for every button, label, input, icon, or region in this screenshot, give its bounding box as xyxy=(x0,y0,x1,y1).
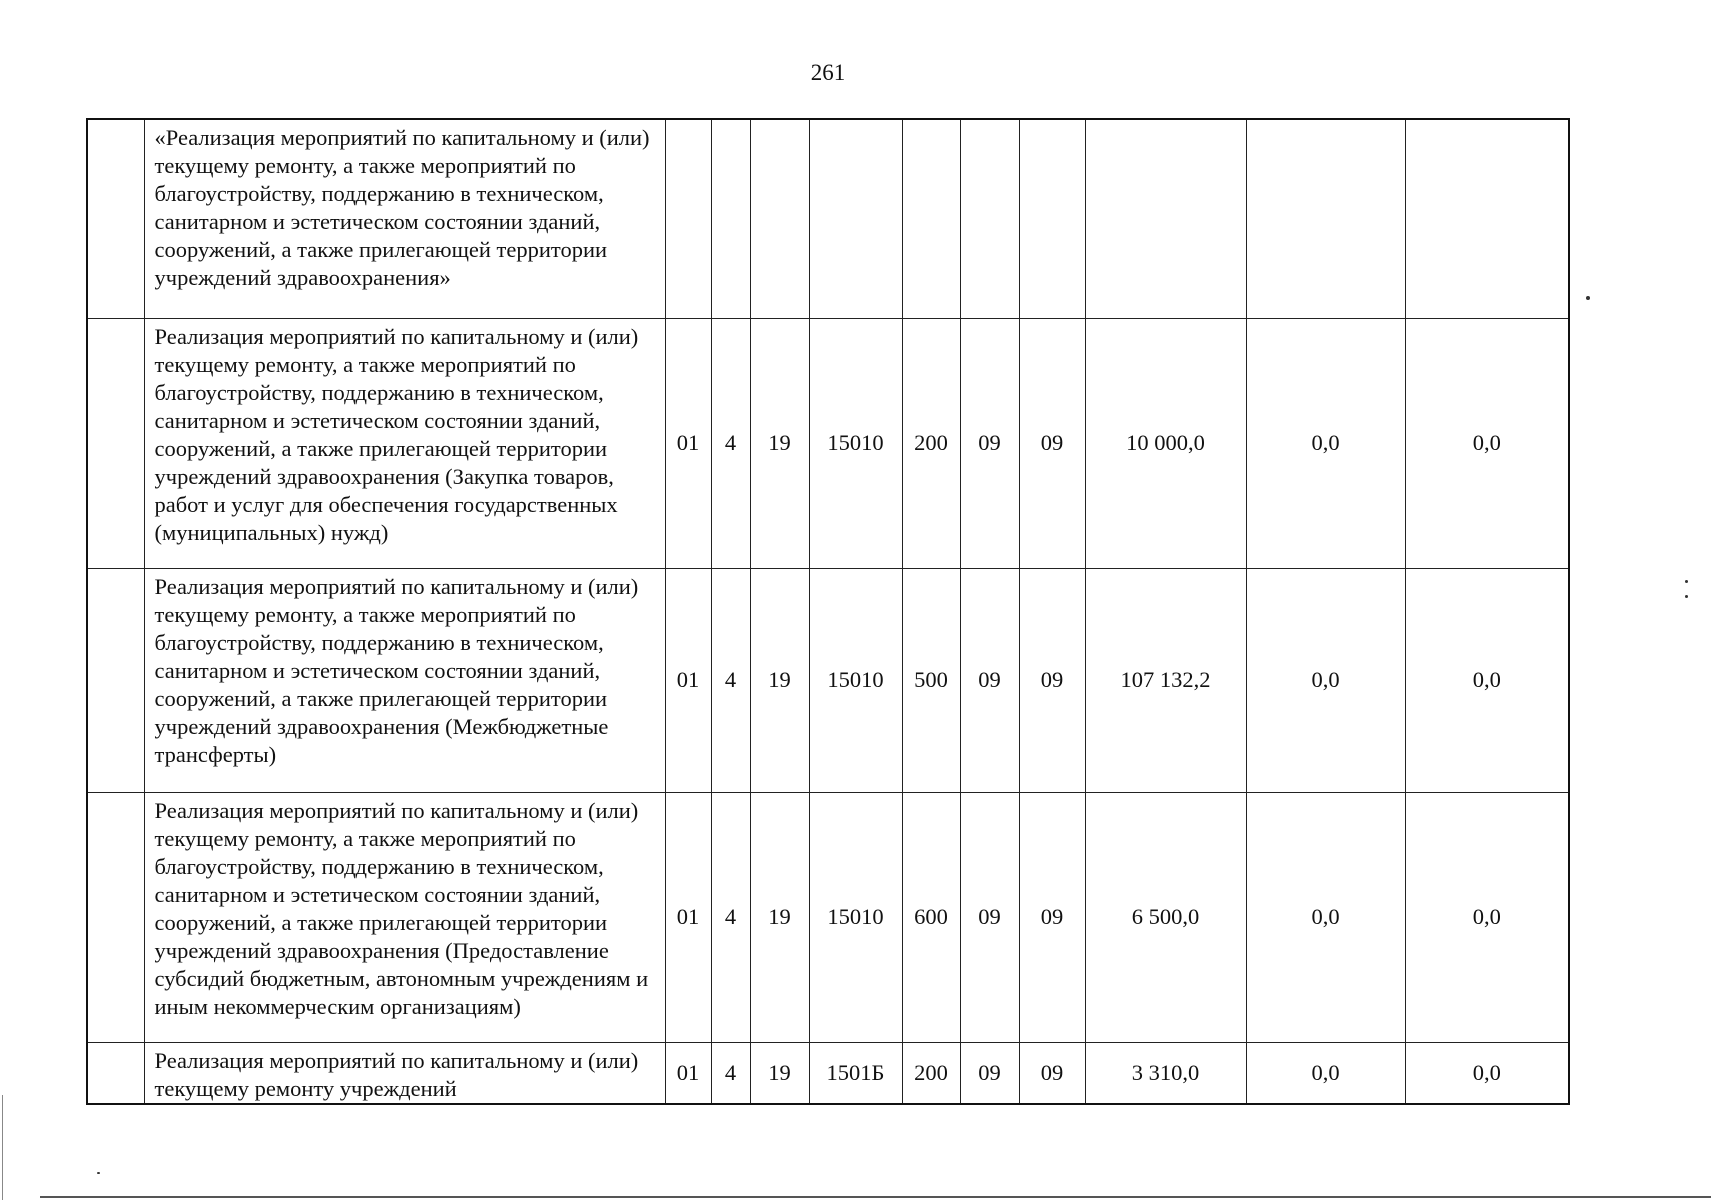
scan-speck xyxy=(1586,296,1590,300)
description-cell: Реализация мероприятий по капитальному и (или) текущему ремонту учреждений xyxy=(144,1042,665,1104)
subsection-cell: 09 xyxy=(1019,792,1085,1042)
code-type-cell: 4 xyxy=(711,1042,750,1104)
description-cell: Реализация мероприятий по капитальному и (или) текущему ремонту, а также мероприятий по благоустройству, поддержанию в техническом, санитарном и эстетическом состоянии зданий, сооружений, а также прилегающей территории учреждений здравоохранения (Закупка товаров, работ и услуг для обеспечения государственных (муниципальных) нужд) xyxy=(144,318,665,568)
code-program-cell: 01 xyxy=(665,792,711,1042)
expense-type-cell: 500 xyxy=(902,568,960,792)
expense-type-cell: 200 xyxy=(902,1042,960,1104)
amount-year1-cell: 10 000,0 xyxy=(1085,318,1246,568)
expense-type-cell: 600 xyxy=(902,792,960,1042)
code-type-cell: 4 xyxy=(711,568,750,792)
amount-year2-cell: 0,0 xyxy=(1246,318,1405,568)
table-row xyxy=(87,318,1569,568)
expense-type-cell: 200 xyxy=(902,318,960,568)
table-row xyxy=(87,568,1569,792)
description-cell: Реализация мероприятий по капитальному и (или) текущему ремонту, а также мероприятий по благоустройству, поддержанию в техническом, санитарном и эстетическом состоянии зданий, сооружений, а также прилегающей территории учреждений здравоохранения (Межбюджетные трансферты) xyxy=(144,568,665,792)
code-type-cell: 4 xyxy=(711,792,750,1042)
table-row xyxy=(87,1042,1569,1104)
amount-year1-cell: 3 310,0 xyxy=(1085,1042,1246,1104)
table-row xyxy=(87,792,1569,1042)
code-direction-cell: 15010 xyxy=(809,568,902,792)
row-index-cell xyxy=(87,318,144,568)
code-direction-cell: 15010 xyxy=(809,318,902,568)
amount-year3-cell: 0,0 xyxy=(1405,1042,1569,1104)
code-direction-cell: 1501Б xyxy=(809,1042,902,1104)
table-row xyxy=(87,119,1569,318)
code-program-cell: 01 xyxy=(665,568,711,792)
amount-year2-cell: 0,0 xyxy=(1246,1042,1405,1104)
code-program-cell xyxy=(665,119,711,318)
subsection-cell xyxy=(1019,119,1085,318)
code-subprogram-cell: 19 xyxy=(750,792,809,1042)
amount-year3-cell xyxy=(1405,119,1569,318)
page-number: 261 xyxy=(810,60,846,85)
section-cell: 09 xyxy=(960,1042,1019,1104)
amount-year3-cell: 0,0 xyxy=(1405,792,1569,1042)
subsection-cell: 09 xyxy=(1019,568,1085,792)
code-type-cell: 4 xyxy=(711,318,750,568)
section-cell xyxy=(960,119,1019,318)
row-index-cell xyxy=(87,568,144,792)
section-cell: 09 xyxy=(960,318,1019,568)
code-subprogram-cell xyxy=(750,119,809,318)
amount-year3-cell: 0,0 xyxy=(1405,318,1569,568)
description-cell: Реализация мероприятий по капитальному и (или) текущему ремонту, а также мероприятий по благоустройству, поддержанию в техническом, санитарном и эстетическом состоянии зданий, сооружений, а также прилегающей территории учреждений здравоохранения (Предоставление субсидий бюджетным, автономным учреждениям и иным некоммерческим организациям) xyxy=(144,792,665,1042)
expense-type-cell xyxy=(902,119,960,318)
scan-edge-bottom xyxy=(40,1196,1711,1198)
code-direction-cell xyxy=(809,119,902,318)
code-subprogram-cell: 19 xyxy=(750,1042,809,1104)
scan-speck xyxy=(97,1172,100,1174)
subsection-cell: 09 xyxy=(1019,318,1085,568)
code-type-cell xyxy=(711,119,750,318)
row-index-cell xyxy=(87,119,144,318)
amount-year2-cell xyxy=(1246,119,1405,318)
amount-year1-cell: 107 132,2 xyxy=(1085,568,1246,792)
amount-year2-cell: 0,0 xyxy=(1246,792,1405,1042)
scan-edge-left xyxy=(2,1095,3,1200)
amount-year3-cell: 0,0 xyxy=(1405,568,1569,792)
row-index-cell xyxy=(87,792,144,1042)
code-direction-cell: 15010 xyxy=(809,792,902,1042)
description-cell: «Реализация мероприятий по капитальному и (или) текущему ремонту, а также мероприятий по благоустройству, поддержанию в техническом, санитарном и эстетическом состоянии зданий, сооружений, а также прилегающей территории учреждений здравоохранения» xyxy=(144,119,665,318)
amount-year1-cell xyxy=(1085,119,1246,318)
code-subprogram-cell: 19 xyxy=(750,568,809,792)
scan-speck xyxy=(1685,580,1688,583)
section-cell: 09 xyxy=(960,568,1019,792)
row-index-cell xyxy=(87,1042,144,1104)
code-program-cell: 01 xyxy=(665,1042,711,1104)
code-program-cell: 01 xyxy=(665,318,711,568)
amount-year1-cell: 6 500,0 xyxy=(1085,792,1246,1042)
subsection-cell: 09 xyxy=(1019,1042,1085,1104)
code-subprogram-cell: 19 xyxy=(750,318,809,568)
scan-speck xyxy=(1685,595,1688,598)
budget-table xyxy=(86,118,1570,1105)
section-cell: 09 xyxy=(960,792,1019,1042)
amount-year2-cell: 0,0 xyxy=(1246,568,1405,792)
